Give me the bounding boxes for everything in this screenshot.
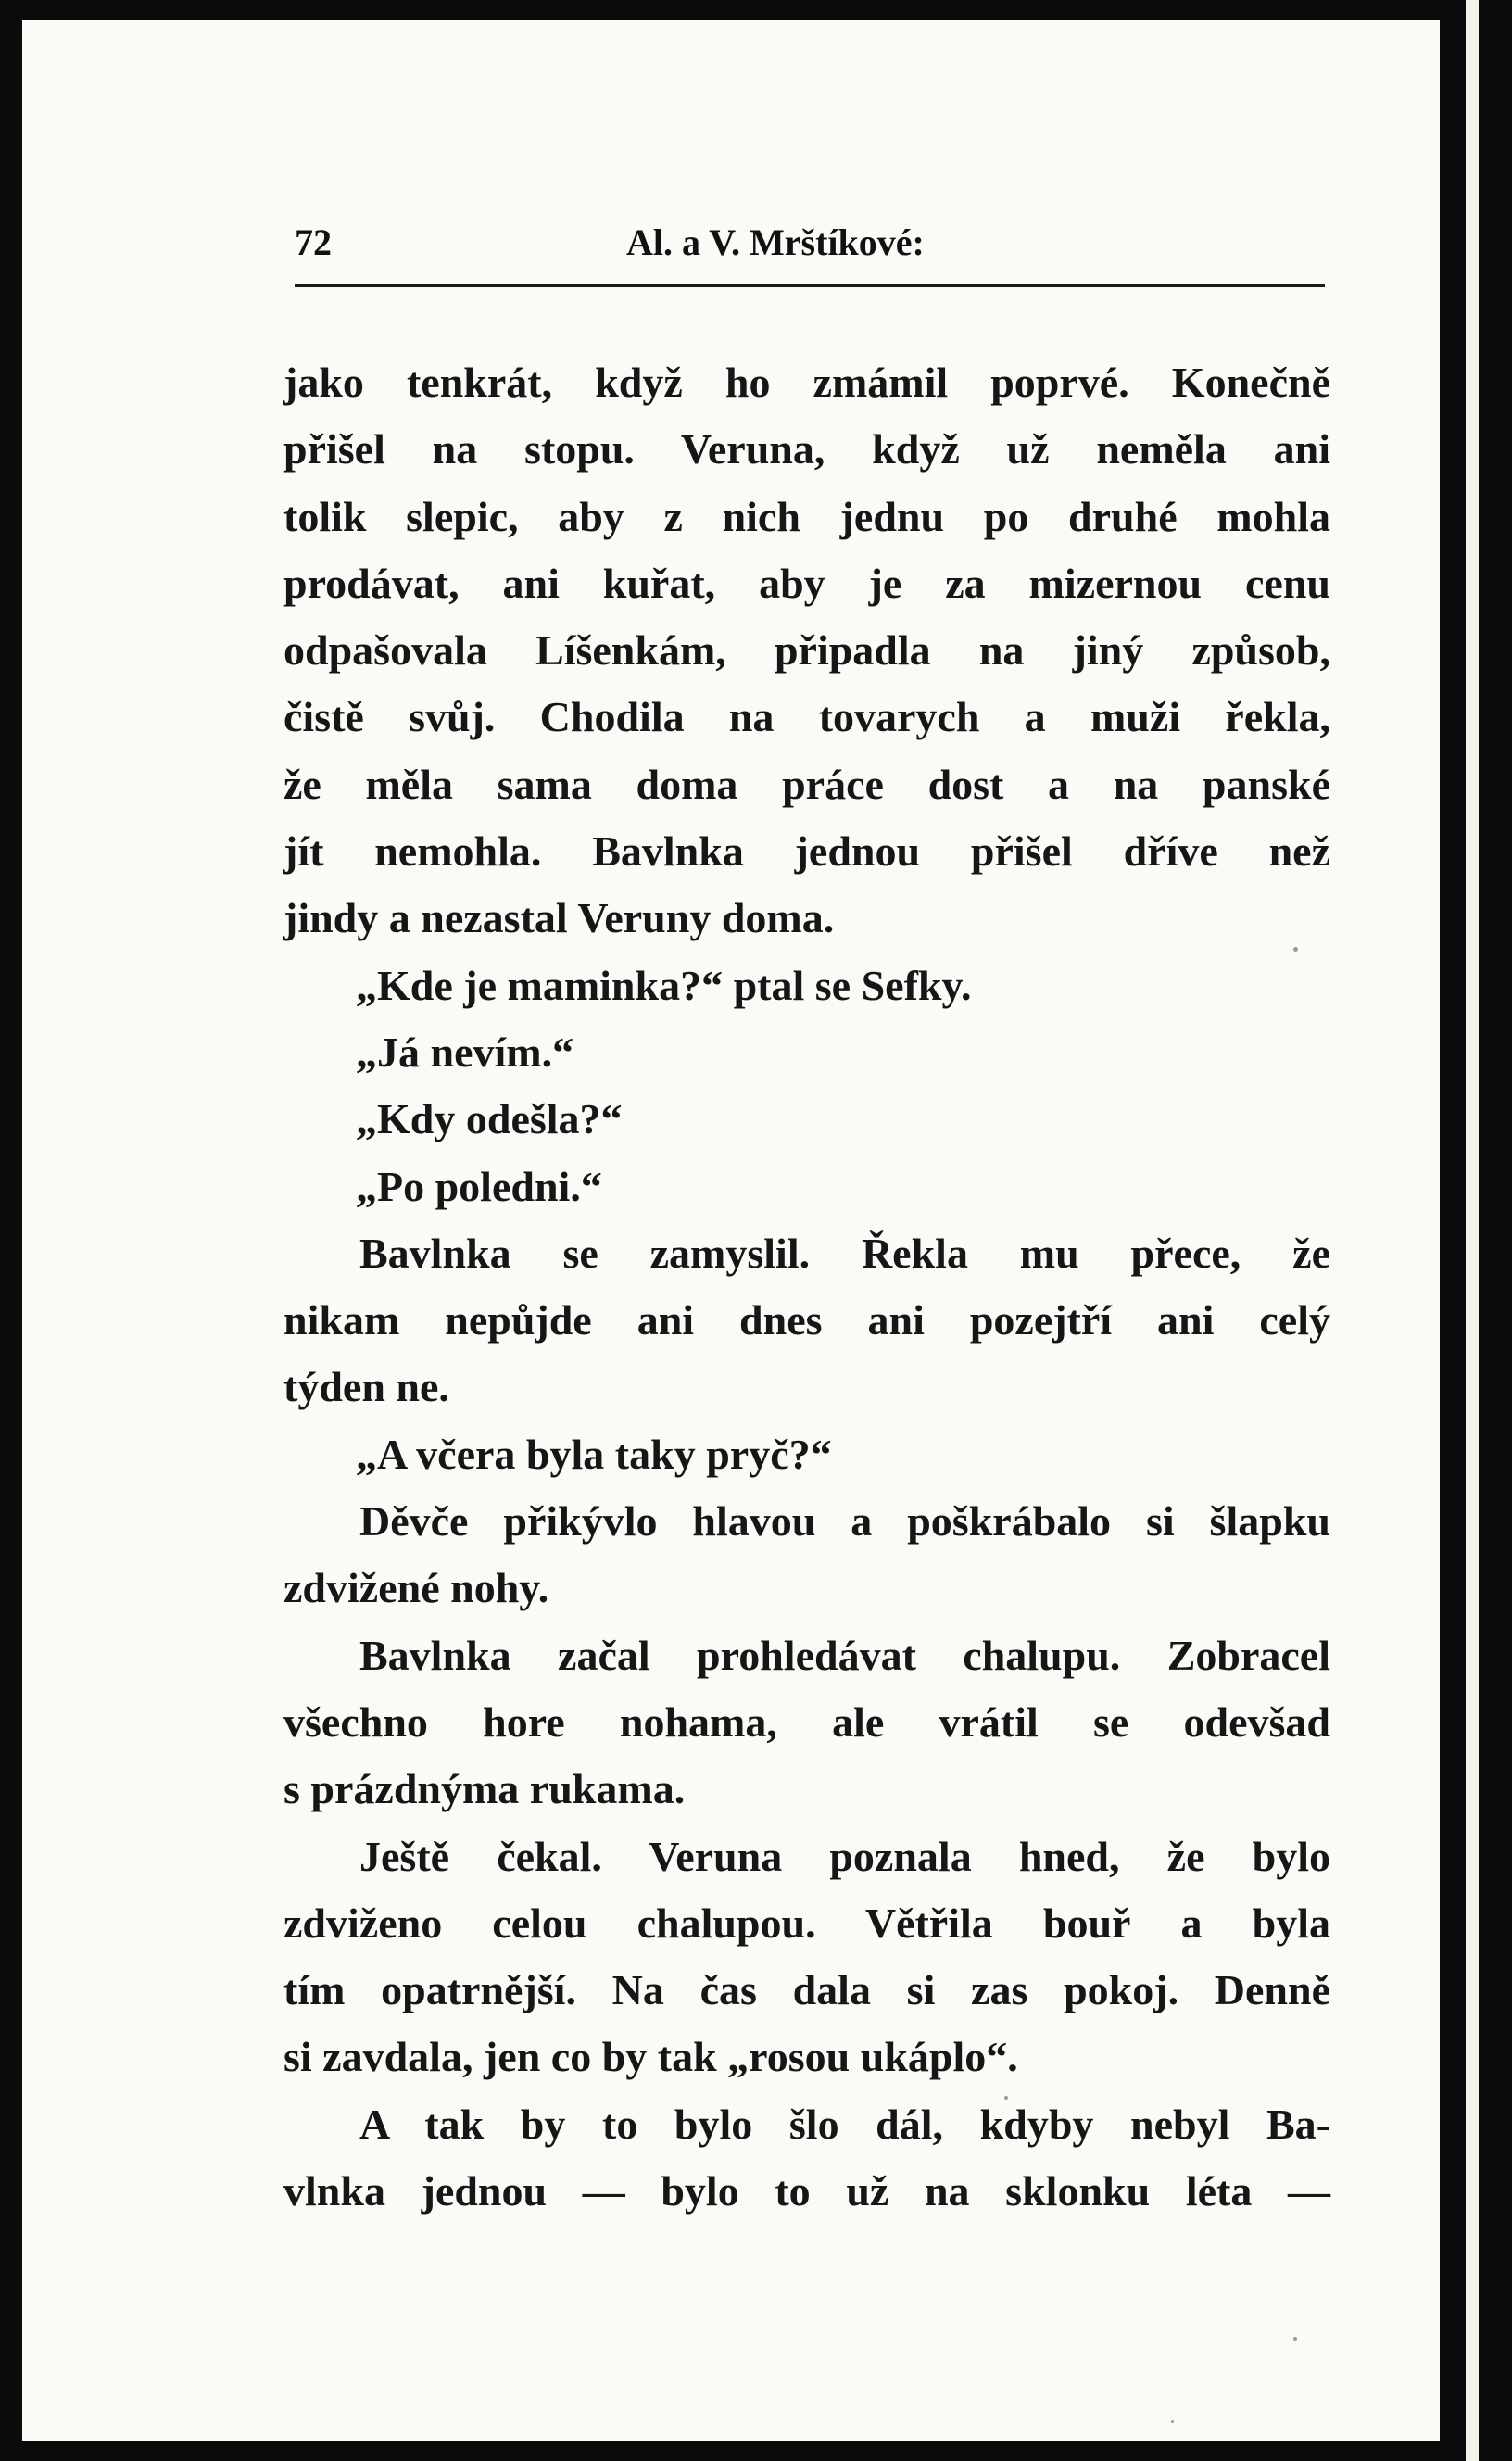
- header-rule: [295, 284, 1325, 287]
- dialogue-line: „A včera byla taky pryč?“: [356, 1430, 832, 1478]
- text-line: A tak by to bylo šlo dál, kdyby nebyl Ba-: [359, 2100, 1330, 2148]
- text-line: si zavdala, jen co by tak „rosou ukáplo“.: [284, 2033, 1018, 2081]
- dialogue-line: „Já nevím.“: [356, 1028, 574, 1076]
- text-line: Děvče přikývlo hlavou a poškrábalo si šlapku: [359, 1497, 1330, 1546]
- text-line: čistě svůj. Chodila na tovarych a muži řekla,: [284, 693, 1330, 741]
- running-head-author: Al. a V. Mrštíkové:: [626, 221, 925, 263]
- text-line: jít nemohla. Bavlnka jednou přišel dříve než: [284, 827, 1330, 876]
- page-number: 72: [295, 221, 332, 263]
- text-line: jako tenkrát, když ho zmámil poprvé. Konečně: [284, 359, 1330, 406]
- text-line: Bavlnka se zamyslil. Řekla mu přece, že: [359, 1229, 1330, 1277]
- text-line: tolik slepic, aby z nich jednu po druhé mohla: [284, 492, 1330, 540]
- running-head: [295, 221, 1323, 276]
- text-line: odpašovala Líšenkám, připadla na jiný způsob,: [284, 626, 1330, 675]
- text-line: týden ne.: [284, 1363, 449, 1411]
- text-line: všechno hore nohama, ale vrátil se odevšad: [284, 1697, 1330, 1746]
- text-line: že měla sama doma práce dost a na panské: [284, 760, 1330, 808]
- dialogue-line: „Po poledni.“: [356, 1162, 602, 1210]
- text-line: tím opatrnější. Na čas dala si zas pokoj. Denně: [284, 1966, 1330, 2014]
- text-line: přišel na stopu. Veruna, když už neměla ani: [284, 425, 1330, 473]
- dialogue-line: „Kdy odešla?“: [356, 1095, 623, 1143]
- dialogue-line: „Kde je maminka?“ ptal se Sefky.: [356, 961, 972, 1009]
- text-line: jindy a nezastal Veruny doma.: [284, 894, 835, 942]
- text-line: zdviženo celou chalupou. Větřila bouř a byla: [284, 1899, 1330, 1947]
- text-line: prodávat, ani kuřat, aby je za mizernou cenu: [284, 559, 1330, 607]
- text-line: Bavlnka začal prohledávat chalupu. Zobracel: [359, 1631, 1330, 1679]
- text-line: nikam nepůjde ani dnes ani pozejtří ani celý: [284, 1296, 1330, 1344]
- text-line: Ještě čekal. Veruna poznala hned, že bylo: [359, 1832, 1330, 1880]
- adjacent-page-edge: [1466, 0, 1479, 2461]
- text-line: s prázdnýma rukama.: [284, 1765, 686, 1813]
- text-line: zdvižené nohy.: [284, 1564, 549, 1612]
- body-text: [284, 349, 1330, 2225]
- text-line: vlnka jednou — bylo to už na sklonku léta —: [284, 2167, 1330, 2215]
